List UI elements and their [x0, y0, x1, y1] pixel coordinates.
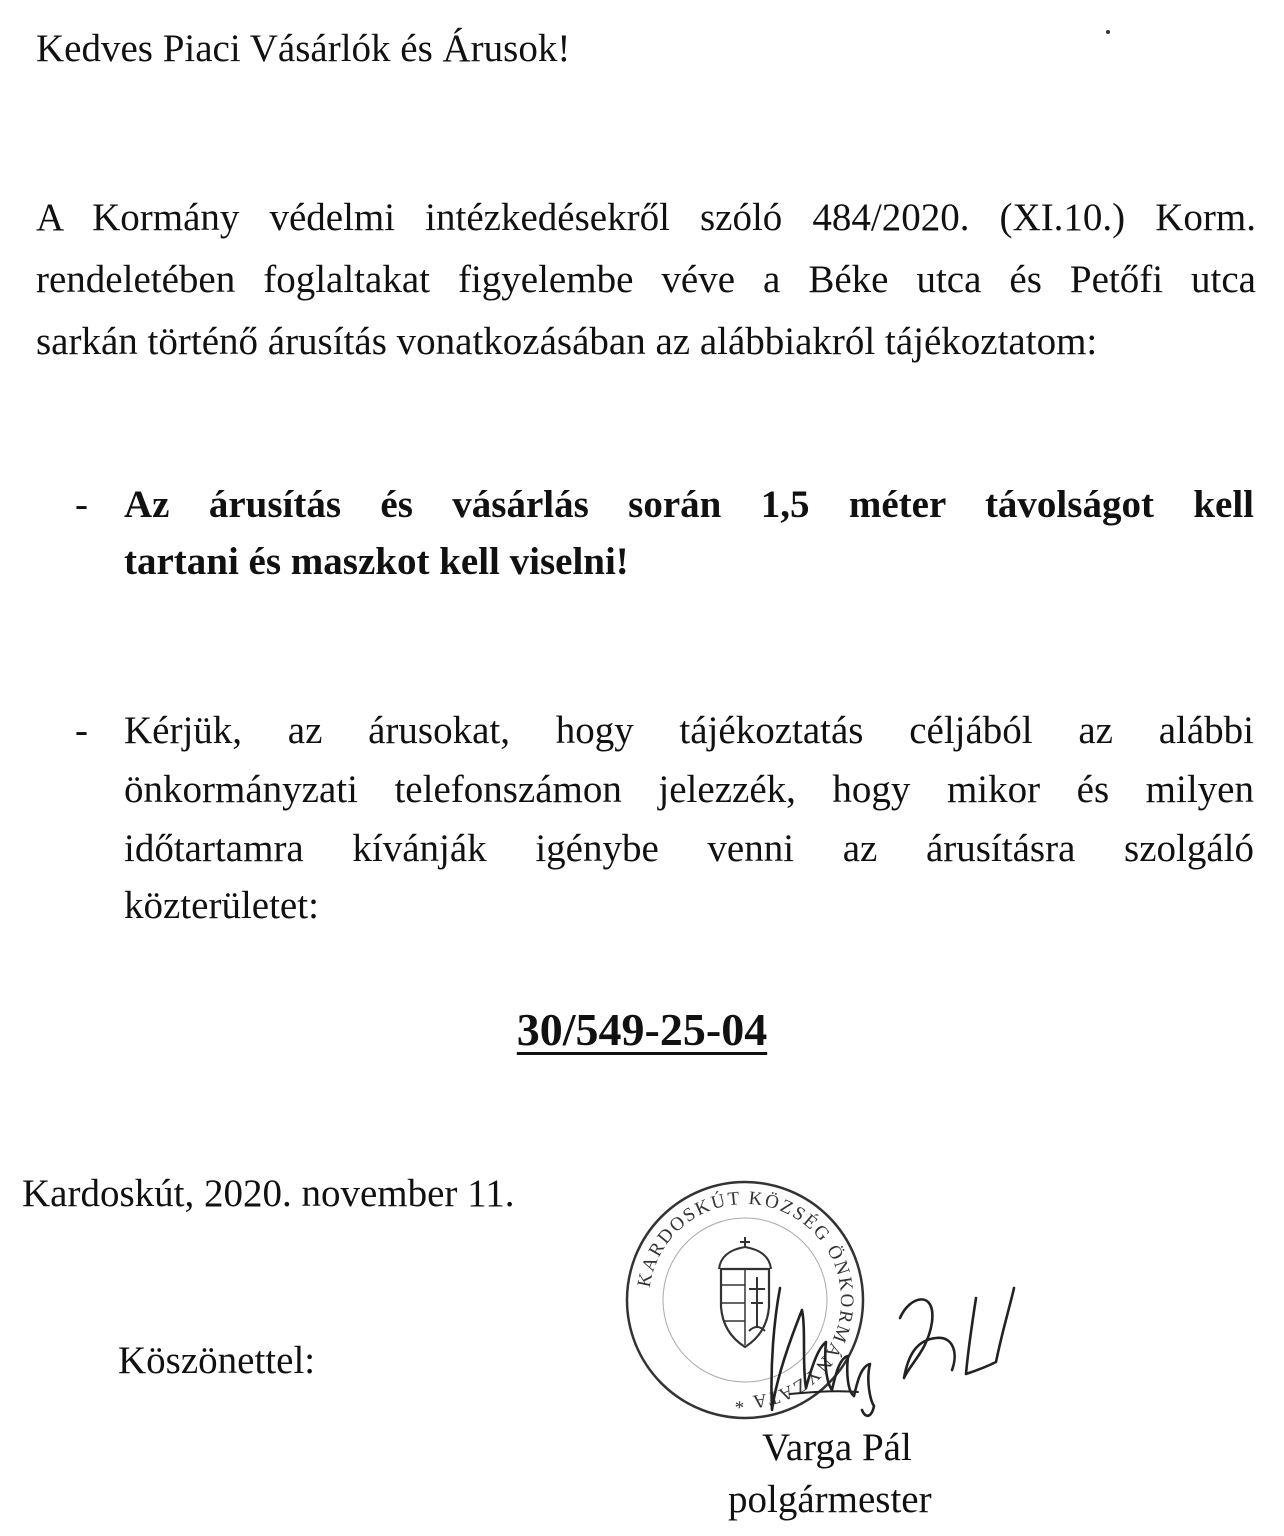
intro-line: A Kormány védelmi intézkedésekről szóló 484/2020. (XI.10.) Korm.: [36, 196, 1256, 239]
intro-line: sarkán történő árusítás vonatkozásában az alábbiakról tájékoztatom:: [36, 320, 1098, 363]
signer-title: polgármester: [728, 1478, 932, 1521]
scan-speck: [1106, 30, 1110, 34]
bullet-line: Kérjük, az árusokat, hogy tájékoztatás céljából az alábbi: [124, 709, 1254, 752]
signer-name: Varga Pál: [762, 1426, 912, 1469]
bullet-dash: -: [75, 483, 88, 526]
bullet-line: Az árusítás és vásárlás során 1,5 méter távolságot kell: [124, 483, 1254, 526]
phone-number: [0, 1000, 1284, 1060]
bullet-line: időtartamra kívánják igénybe venni az árusításra szolgáló: [124, 827, 1254, 870]
closing-thanks: Köszönettel:: [118, 1339, 316, 1382]
bullet-line: közterületet:: [124, 884, 319, 927]
intro-line: rendeletében foglaltakat figyelembe véve a Béke utca és Petőfi utca: [36, 258, 1256, 301]
greeting: Kedves Piaci Vásárlók és Árusok!: [36, 27, 571, 70]
bullet-line: önkormányzati telefonszámon jelezzék, hogy mikor és milyen: [124, 768, 1254, 811]
phone-number-text: 30/549-25-04: [516, 1004, 768, 1055]
bullet-dash: -: [75, 709, 88, 752]
place-date: Kardoskút, 2020. november 11.: [22, 1172, 515, 1215]
stamp-text: KARDOSKÚT KÖZSÉG ÖNKORMÁNYZATA *: [633, 1187, 858, 1413]
bullet-line: tartani és maszkot kell viselni!: [124, 540, 629, 583]
handwritten-signature: [740, 1270, 1030, 1420]
